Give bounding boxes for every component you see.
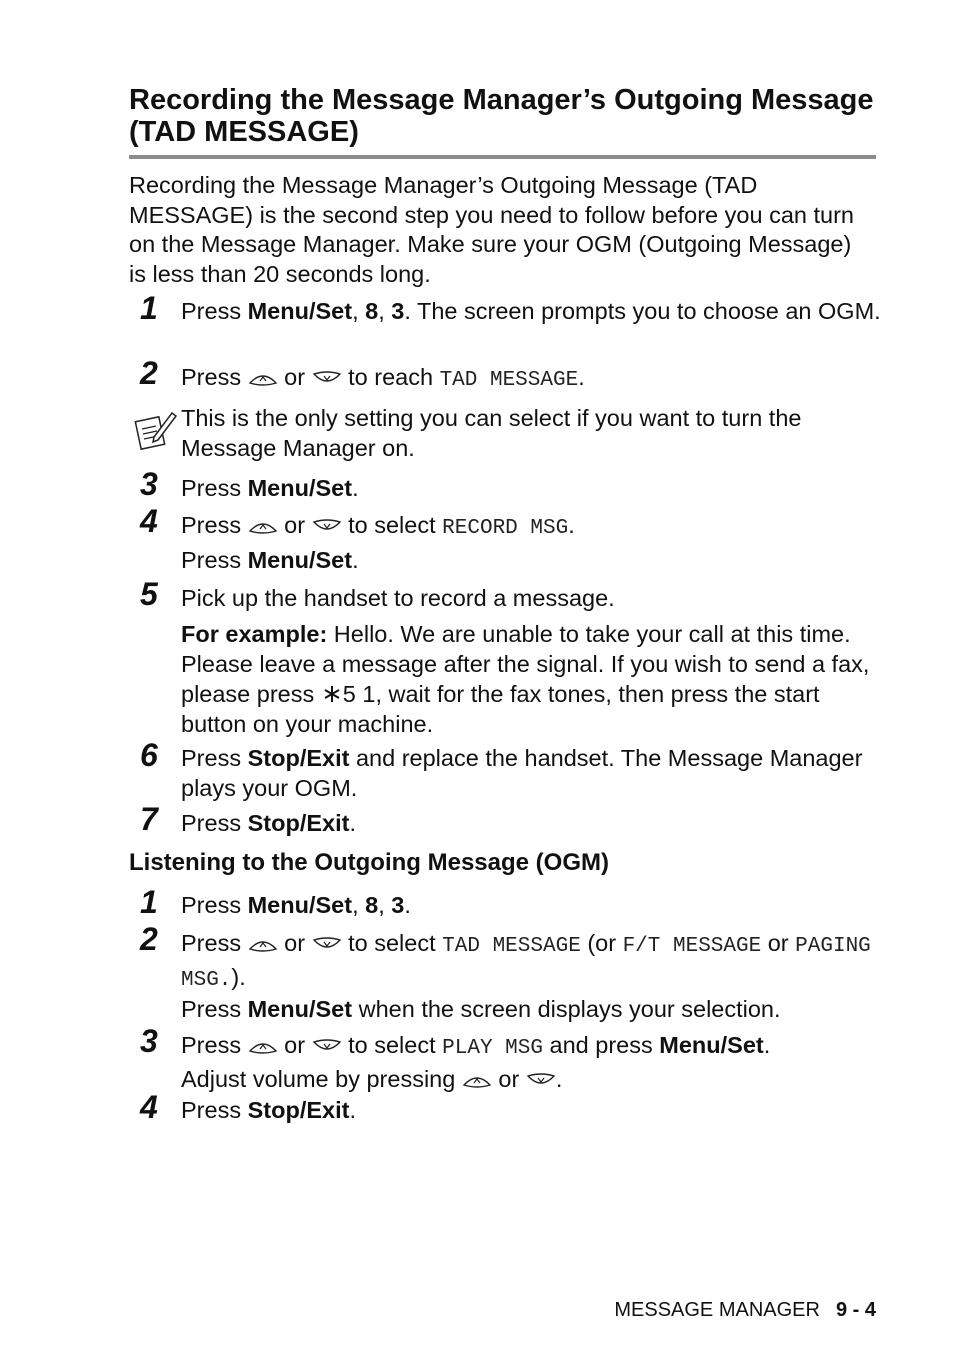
step-number: 5 [140, 576, 158, 612]
step-number: 6 [140, 737, 158, 773]
down-arrow-button-icon [312, 517, 342, 535]
step-number: 1 [140, 290, 158, 326]
down-arrow-button-icon [312, 1037, 342, 1055]
up-arrow-button-icon [462, 1071, 492, 1089]
step-5-text: Pick up the handset to record a message. [181, 585, 615, 611]
step-6-text: Press Stop/Exit and replace the handset. The Message Manager plays your OGM. [181, 745, 863, 801]
star-key-icon [321, 684, 343, 704]
example-text: For example: Hello. We are unable to take your call at this time. Please leave a message after the signal. If you wish to send a fax, please press 5 1, wait for the fax tones, then press the start button on your machine. [181, 621, 870, 737]
step-1-text: Press Menu/Set, 8, 3. The screen prompts you to choose an OGM. [181, 298, 881, 324]
up-arrow-button-icon [248, 369, 278, 387]
listen-step-4-text: Press Stop/Exit. [181, 1097, 356, 1123]
listen-step-1-text: Press Menu/Set, 8, 3. [181, 892, 411, 918]
step-3-text: Press Menu/Set. [181, 475, 359, 501]
step-number: 3 [140, 1023, 158, 1059]
footer-section-label: MESSAGE MANAGER [614, 1299, 820, 1321]
step-number: 2 [140, 355, 158, 391]
step-4b-text: Press Menu/Set. [181, 547, 359, 573]
down-arrow-button-icon [312, 935, 342, 953]
title-rule [129, 155, 876, 159]
step-7-text: Press Stop/Exit. [181, 810, 356, 836]
step-number: 1 [140, 884, 158, 920]
up-arrow-button-icon [248, 517, 278, 535]
down-arrow-button-icon [526, 1071, 556, 1089]
listen-step-3-text: Press or to select PLAY MSG and press Menu/Set. Adjust volume by pressing or . [181, 1032, 771, 1092]
step-number: 2 [140, 921, 158, 957]
page-footer [614, 1299, 876, 1322]
page-title: Recording the Message Manager’s Outgoing Message (TAD MESSAGE) [129, 84, 874, 148]
step-number: 3 [140, 466, 158, 502]
up-arrow-button-icon [248, 935, 278, 953]
step-number: 4 [140, 1089, 158, 1125]
step-2-text: Press or to reach TAD MESSAGE. [181, 364, 585, 392]
listen-step-2b-text: Press Menu/Set when the screen displays your selection. [181, 996, 781, 1022]
note-text: This is the only setting you can select if you want to turn the Message Manager on. [181, 405, 802, 461]
intro-paragraph: Recording the Message Manager’s Outgoing Message (TAD MESSAGE) is the second step you need to follow before you can turn on the Message Manager. Make sure your OGM (Outgoing Message) is less than 20 seconds long. [129, 172, 854, 287]
page-number: 9 - 4 [835, 1299, 876, 1321]
section-title: Listening to the Outgoing Message (OGM) [129, 849, 609, 876]
step-4-text: Press or to select RECORD MSG. [181, 512, 575, 540]
step-number: 7 [140, 801, 158, 837]
down-arrow-button-icon [312, 369, 342, 387]
listen-step-2-text: Press or to select TAD MESSAGE (or F/T MESSAGE or PAGING MSG.). [181, 930, 871, 992]
step-number: 4 [140, 503, 158, 539]
note-pencil-icon [134, 407, 178, 451]
up-arrow-button-icon [248, 1037, 278, 1055]
